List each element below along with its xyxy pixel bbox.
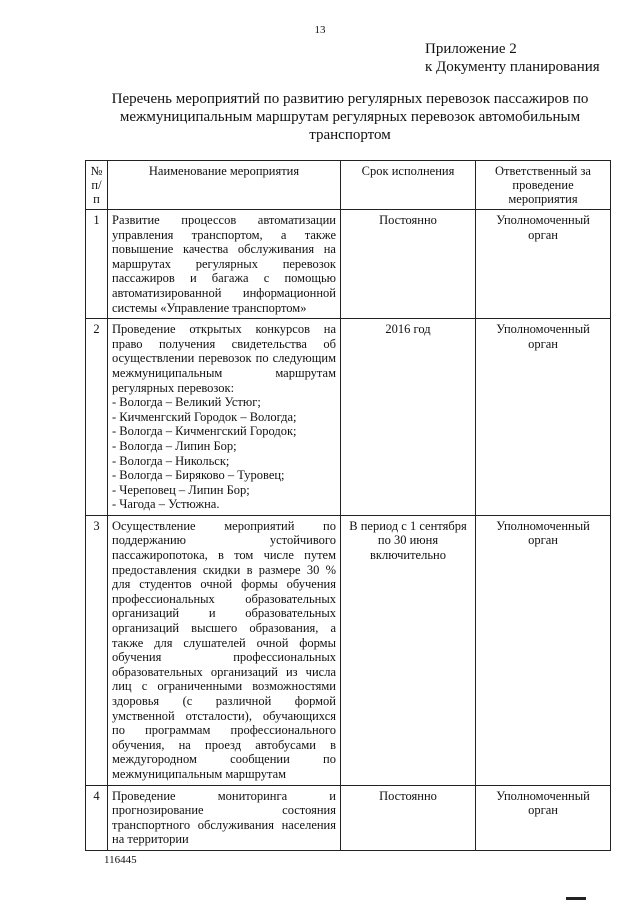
document-title: Перечень мероприятий по развитию регулярных перевозок пассажиров по межмуниципальным маршрутам регулярных перевозок автомобильным транспортом <box>111 91 589 143</box>
scan-mark <box>566 897 586 900</box>
row-number: 2 <box>86 319 108 516</box>
header-name: Наименование мероприятия <box>108 161 341 210</box>
measure-responsible: Уполномоченный орган <box>476 319 611 516</box>
route-item: - Вологда – Никольск; <box>112 453 230 468</box>
table-row <box>86 210 611 319</box>
measure-name: Проведение открытых конкурсов на право получения свидетельства об осуществлении перевозок по следующим межмуниципальным маршрутам регулярных перевозок: <box>112 322 336 395</box>
route-item: - Кичменгский Городок – Вологда; <box>112 409 297 424</box>
table-header-row <box>86 161 611 210</box>
appendix-line-2: к Документу планирования <box>425 59 600 75</box>
header-resp: Ответственный за проведение мероприятия <box>476 161 611 210</box>
page-number: 13 <box>314 24 326 36</box>
header-term: Срок исполнения <box>341 161 476 210</box>
row-number: 4 <box>86 785 108 850</box>
route-item: - Вологда – Биряково – Туровец; <box>112 468 285 483</box>
measures-table <box>85 160 611 851</box>
measure-responsible: Уполномоченный орган <box>476 210 611 319</box>
route-item: - Вологда – Липин Бор; <box>112 438 237 453</box>
route-item: - Чагода – Устюжна. <box>112 497 220 512</box>
table-row <box>86 515 611 785</box>
document-code: 116445 <box>104 854 137 866</box>
measure-name-cell <box>108 319 341 516</box>
route-item: - Череповец – Липин Бор; <box>112 482 250 497</box>
route-item: - Вологда – Кичменгский Городок; <box>112 424 297 439</box>
appendix-header <box>425 40 600 76</box>
measure-term: 2016 год <box>341 319 476 516</box>
appendix-line-1: Приложение 2 <box>425 41 517 57</box>
measure-name: Осуществление мероприятий по поддержанию устойчивого пассажиропотока, в том числе путем предоставления скидки в размере 30 % для студентов очной формы обучения профессиональных образовательных организаций и образовательных организаций высшего образования, а также для слушателей очной формы обучения профессиональных образовательных организаций из числа лиц с ограниченными возможностями здоровья (с различной формой умственной отсталости), обучающихся по программам профессионального обучения, на проезд автобусами в междугородном сообщении по межмуниципальным маршрутам <box>108 515 341 785</box>
route-item: - Вологда – Великий Устюг; <box>112 395 261 410</box>
row-number: 1 <box>86 210 108 319</box>
measure-term: Постоянно <box>341 785 476 850</box>
header-num: № п/п <box>86 161 108 210</box>
measure-name: Проведение мониторинга и прогнозирование состояния транспортного обслуживания населения на территории <box>108 785 341 850</box>
table-row <box>86 785 611 850</box>
measure-responsible: Уполномоченный орган <box>476 785 611 850</box>
table-row <box>86 319 611 516</box>
measure-responsible: Уполномоченный орган <box>476 515 611 785</box>
measure-term: Постоянно <box>341 210 476 319</box>
measure-term: В период с 1 сентября по 30 июня включительно <box>341 515 476 785</box>
measure-name: Развитие процессов автоматизации управления транспортом, а также повышение качества обслуживания на маршрутах регулярных перевозок пассажиров и багажа с помощью автоматизированной информационной системы «Управление транспортом» <box>108 210 341 319</box>
row-number: 3 <box>86 515 108 785</box>
